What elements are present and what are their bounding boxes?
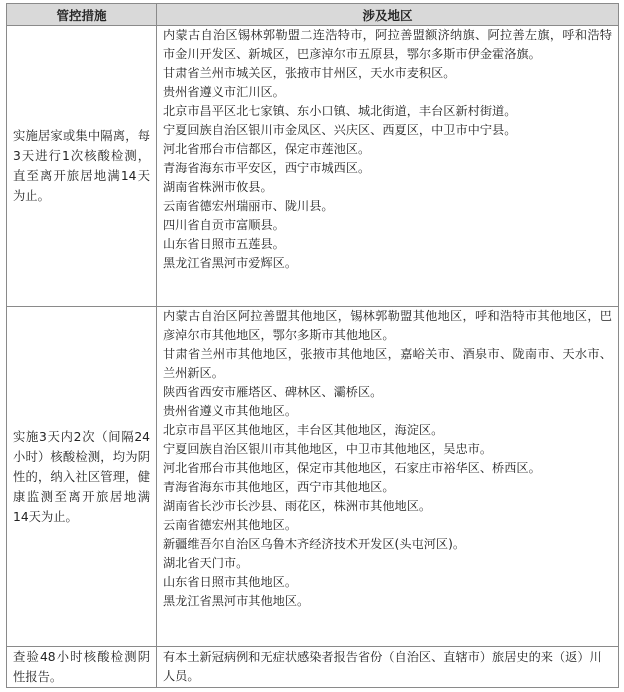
area-item: 青海省海东市其他地区，西宁市其他地区。 <box>163 480 395 494</box>
area-item: 宁夏回族自治区银川市其他地区，中卫市其他地区，吴忠市。 <box>163 442 493 456</box>
measure-cell: 实施居家或集中隔离，每3天进行1次核酸检测，直至离开旅居地满14天为止。 <box>7 26 157 307</box>
area-item: 内蒙古自治区锡林郭勒盟二连浩特市，阿拉善盟额济纳旗、阿拉善左旗，呼和浩特市金川开发区、新城区，巴彦淖尔市五原县，鄂尔多斯市伊金霍洛旗。 <box>163 28 612 61</box>
area-item: 北京市昌平区其他地区，丰台区其他地区，海淀区。 <box>163 423 444 437</box>
area-item: 云南省德宏州瑞丽市、陇川县。 <box>163 199 334 213</box>
area-item: 新疆维吾尔自治区乌鲁木齐经济技术开发区(头屯河区)。 <box>163 537 466 551</box>
policy-table <box>6 3 619 688</box>
area-item: 湖北省天门市。 <box>163 556 249 570</box>
area-item: 甘肃省兰州市城关区，张掖市甘州区，天水市麦积区。 <box>163 66 456 80</box>
area-item: 湖南省长沙市长沙县、雨花区，株洲市其他地区。 <box>163 499 432 513</box>
table-row <box>7 307 619 647</box>
area-item: 黑龙江省黑河市其他地区。 <box>163 594 310 608</box>
table-row <box>7 26 619 307</box>
area-item: 河北省邢台市其他地区，保定市其他地区，石家庄市裕华区、桥西区。 <box>163 461 541 475</box>
area-item: 河北省邢台市信都区，保定市莲池区。 <box>163 142 371 156</box>
header-row <box>7 4 619 26</box>
area-item: 湖南省株洲市攸县。 <box>163 180 273 194</box>
area-item: 陕西省西安市雁塔区、碑林区、灞桥区。 <box>163 385 383 399</box>
table-row <box>7 647 619 688</box>
area-item: 云南省德宏州其他地区。 <box>163 518 298 532</box>
area-item: 贵州省遵义市其他地区。 <box>163 404 298 418</box>
header-areas: 涉及地区 <box>157 4 619 26</box>
areas-cell <box>157 307 619 647</box>
area-item: 青海省海东市平安区，西宁市城西区。 <box>163 161 371 175</box>
area-item: 山东省日照市其他地区。 <box>163 575 298 589</box>
area-item: 北京市昌平区北七家镇、东小口镇、城北街道，丰台区新村街道。 <box>163 104 517 118</box>
area-item: 黑龙江省黑河市爱辉区。 <box>163 256 298 270</box>
area-item: 山东省日照市五莲县。 <box>163 237 285 251</box>
area-item: 甘肃省兰州市其他地区，张掖市其他地区，嘉峪关市、酒泉市、陇南市、天水市、兰州新区。 <box>163 347 612 380</box>
header-measures: 管控措施 <box>7 4 157 26</box>
area-item: 内蒙古自治区阿拉善盟其他地区，锡林郭勒盟其他地区，呼和浩特市其他地区，巴彦淖尔市其他地区，鄂尔多斯市其他地区。 <box>163 309 612 342</box>
area-item: 宁夏回族自治区银川市金凤区、兴庆区、西夏区，中卫市中宁县。 <box>163 123 517 137</box>
area-item: 贵州省遵义市汇川区。 <box>163 85 285 99</box>
areas-cell: 有本土新冠病例和无症状感染者报告省份（自治区、直辖市）旅居史的来（返）川人员。 <box>157 647 619 688</box>
area-item: 四川省自贡市富顺县。 <box>163 218 285 232</box>
areas-cell <box>157 26 619 307</box>
measure-cell: 实施3天内2次（间隔24小时）核酸检测，均为阴性的，纳入社区管理，健康监测至离开旅居地满14天为止。 <box>7 307 157 647</box>
measure-cell: 查验48小时核酸检测阴性报告。 <box>7 647 157 688</box>
